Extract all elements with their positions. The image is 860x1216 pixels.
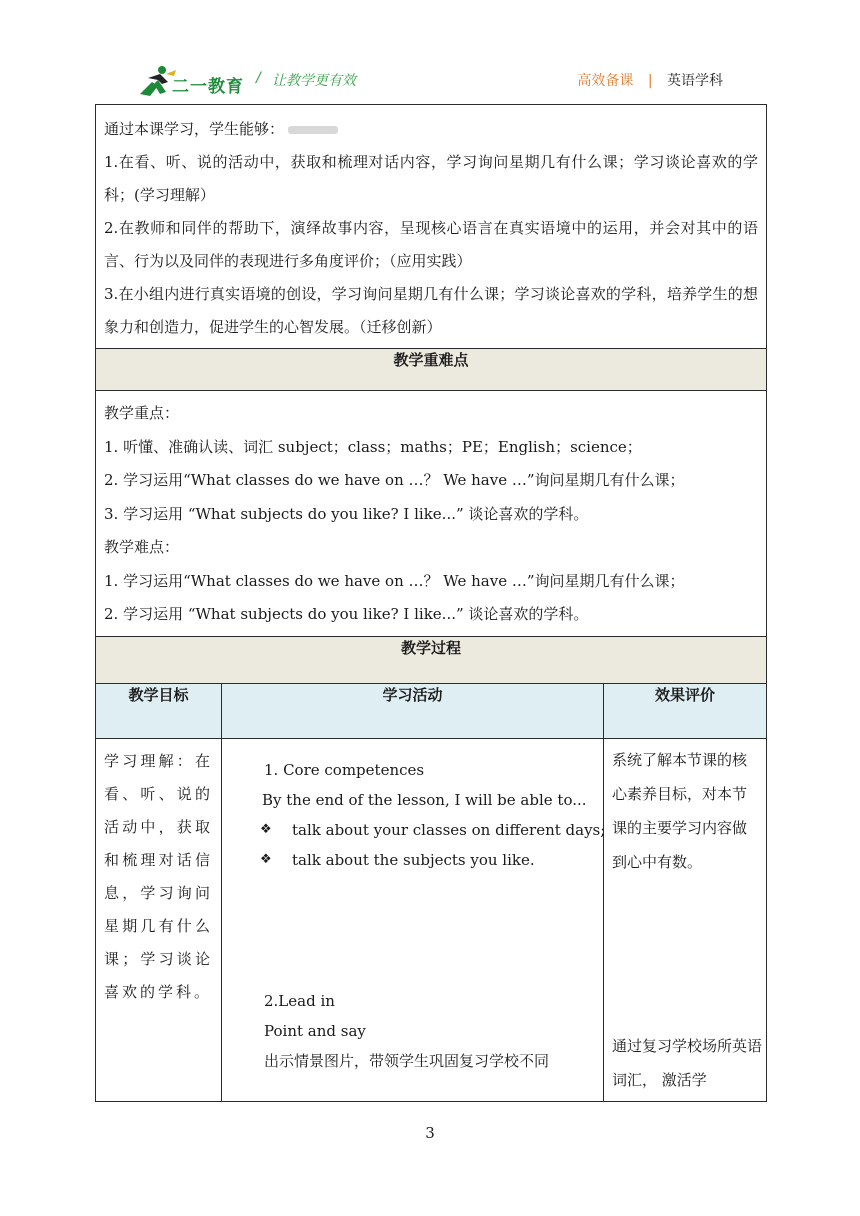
process-header-row [96,637,767,684]
objectives-block [96,105,766,348]
difficulty-item: 2. 学习运用 “What subjects do you like? I like...” 谈论喜欢的学科。 [104,605,589,623]
page-number: 3 [425,1124,435,1142]
focus-item: 3. 学习运用 “What subjects do you like? I like...” 谈论喜欢的学科。 [104,504,589,523]
page-header [0,0,860,104]
focus-item: 1. 听懂、准确认读、词汇 subject；class；maths；PE；English；science； [104,437,642,456]
objective-item: 1.在看、听、说的活动中，获取和梳理对话内容，学习询问星期几有什么课；学习谈论喜欢的学科；(学习理解） [104,153,759,204]
header-divider: | [647,73,653,89]
process-columns-row [96,684,767,739]
objectives-intro: 通过本课学习，学生能够： [104,113,758,146]
activity-bullet: ❖ talk about your classes on different days; [264,815,595,845]
objective-item: 2.在教师和同伴的帮助下，演绎故事内容，呈现核心语言在真实语境中的运用，并会对其中的语言、行为以及同伴的表现进行多角度评价；（应用实践） [104,219,759,270]
evaluation-text: 通过复习学校场所英语词汇， 激活学 [612,1037,763,1089]
activity-step-title: 1. Core competences [264,761,425,779]
column-header-activity: 学习活动 [222,684,604,739]
difficulty-label: 教学难点： [104,538,180,556]
lesson-plan-table [95,104,767,1102]
activity-sub: Point and say [264,1022,366,1040]
objectives-row [96,105,767,349]
column-header-evaluation: 效果评价 [604,684,767,739]
objective-item: 3.在小组内进行真实语境的创设，学习询问星期几有什么课；学习谈论喜欢的学科，培养学生的想象力和创造力，促进学生的心智发展。（迁移创新） [104,285,759,336]
difficulty-item: 1. 学习运用“What classes do we have on …？ We have …”询问星期几有什么课； [104,571,685,590]
process-content-row [96,739,767,1102]
logo [138,64,248,98]
diamond-bullet-icon: ❖ [260,822,272,837]
evaluation-block [604,739,766,1089]
watermark-logo-icon [286,123,340,137]
activity-bullet: ❖ talk about the subjects you like. [264,845,595,875]
activity-text: 出示情景图片，带领学生巩固复习学校不同 [264,1052,550,1070]
section-title-process: 教学过程 [96,637,767,684]
key-points-block [96,391,766,636]
slogan: 让教学更有效 [272,73,356,89]
focus-label: 教学重点： [104,404,180,422]
logo-text: 二一教育 [172,77,244,97]
column-header-goal: 教学目标 [96,684,222,739]
activity-line: By the end of the lesson, I will be able to... [262,791,587,809]
evaluation-text: 系统了解本节课的核心素养目标，对本节课的主要学习内容做到心中有数。 [612,751,748,871]
header-right [577,70,723,90]
goal-text: 学习理解：在看、听、说的活动中，获取和梳理对话信息，学习询问星期几有什么课；学习谈论喜欢的学科。 [104,752,213,1001]
key-points-row [96,391,767,637]
key-points-header-row [96,349,767,391]
focus-item: 2. 学习运用“What classes do we have on …？ We have …”询问星期几有什么课； [104,471,685,489]
activity-step-title: 2.Lead in [264,992,335,1010]
header-tag-prep: 高效备课 [577,73,634,89]
slogan-separator: / [256,70,261,86]
activity-block [222,739,606,1076]
section-title-key-points: 教学重难点 [96,349,767,391]
diamond-bullet-icon: ❖ [260,852,272,867]
header-tag-subject: 英语学科 [667,73,723,89]
